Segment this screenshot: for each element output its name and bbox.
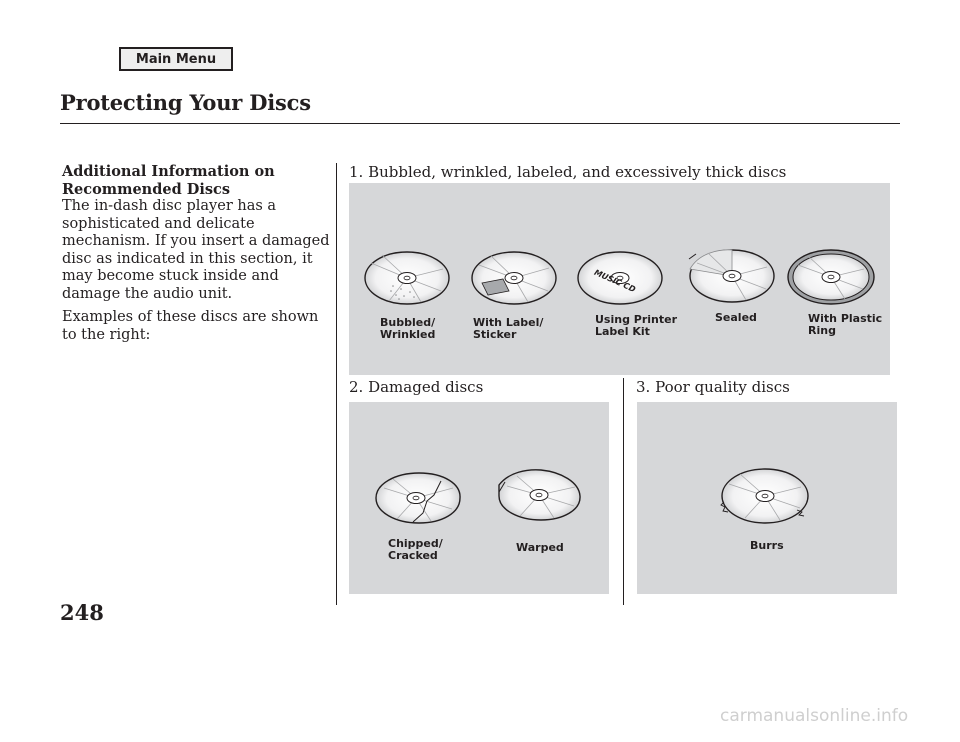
column-divider-right bbox=[623, 378, 624, 605]
bubbled-disc-icon bbox=[365, 252, 449, 304]
page-number: 248 bbox=[60, 600, 104, 625]
section-heading-line1: Additional Information on bbox=[62, 163, 275, 180]
label-warped: Warped bbox=[516, 541, 564, 554]
figure-3-caption: 3. Poor quality discs bbox=[636, 378, 790, 396]
printed-disc-icon bbox=[578, 252, 662, 304]
body-paragraph-1: The in-dash disc player has a sophisticated and delicate mechanism. If you insert a damaged disc as indicated in this section, it may become stuck inside and damage the audio unit. bbox=[62, 198, 330, 302]
section-heading-line2: Recommended Discs bbox=[62, 180, 231, 198]
label-with-label-sticker: With Label/ Sticker bbox=[473, 316, 544, 341]
column-divider-left bbox=[336, 163, 337, 605]
figure-1-caption: 1. Bubbled, wrinkled, labeled, and excessively thick discs bbox=[349, 163, 787, 181]
main-menu-button[interactable]: Main Menu bbox=[119, 47, 233, 71]
burrs-disc-icon bbox=[721, 469, 808, 523]
figure-1-panel bbox=[349, 183, 890, 375]
chipped-disc-icon bbox=[376, 473, 460, 523]
watermark: carmanualsonline.info bbox=[720, 706, 909, 726]
label-chipped-cracked: Chipped/ Cracked bbox=[388, 537, 443, 562]
warped-disc-icon bbox=[499, 470, 580, 520]
page-title: Protecting Your Discs bbox=[60, 90, 311, 115]
sealed-disc-icon bbox=[689, 250, 774, 302]
plastic-ring-disc-icon bbox=[788, 250, 874, 304]
label-bubbled-wrinkled: Bubbled/ Wrinkled bbox=[380, 316, 436, 341]
label-burrs: Burrs bbox=[750, 539, 784, 552]
disc-print-text: MUSIC CD bbox=[592, 267, 637, 295]
body-paragraph-2: Examples of these discs are shown to the right: bbox=[62, 309, 319, 343]
figure-3-panel bbox=[637, 402, 897, 594]
left-column bbox=[62, 163, 330, 344]
label-sealed: Sealed bbox=[715, 311, 757, 324]
figure-2-panel bbox=[349, 402, 609, 594]
labeled-disc-icon bbox=[472, 252, 556, 304]
label-using-printer-label-kit: Using Printer Label Kit bbox=[595, 313, 678, 338]
label-with-plastic-ring: With Plastic Ring bbox=[808, 312, 883, 337]
figure-1-illustration bbox=[349, 183, 890, 375]
figure-3-illustration bbox=[637, 402, 897, 594]
section-heading bbox=[62, 163, 330, 198]
figure-2-illustration bbox=[349, 402, 609, 594]
title-divider bbox=[60, 123, 900, 124]
figure-2-caption: 2. Damaged discs bbox=[349, 378, 484, 396]
